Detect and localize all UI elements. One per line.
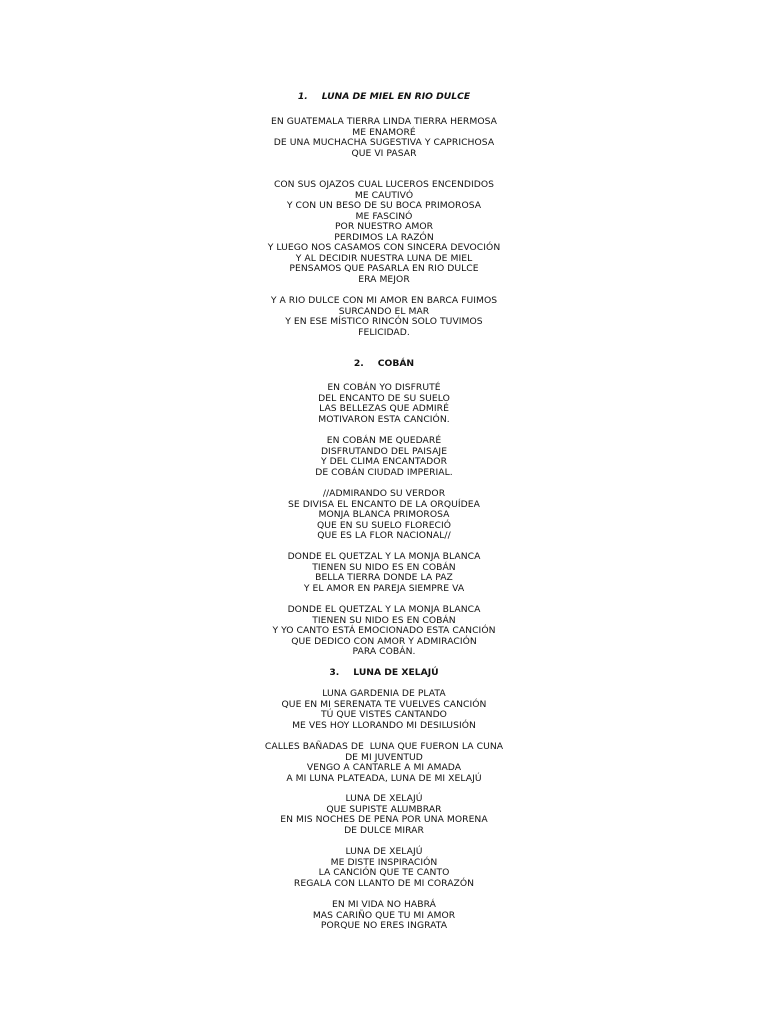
- lyric-line: ERA MEJOR: [358, 273, 410, 285]
- lyric-line: MOTIVARON ESTA CANCIÓN.: [318, 413, 450, 425]
- song-number: 1.: [297, 91, 308, 102]
- lyric-line: //ADMIRANDO SU VERDOR: [322, 488, 446, 499]
- lyric-line: EN MI VIDA NO HABRÁ: [331, 899, 437, 910]
- lyric-line: FELICIDAD.: [358, 326, 410, 338]
- lyric-line: PERDIMOS LA RAZÓN: [334, 231, 434, 243]
- lyric-line: SURCANDO EL MAR: [338, 305, 430, 317]
- lyric-line: MAS CARIÑO QUE TU MI AMOR: [312, 909, 456, 921]
- lyric-line: DONDE EL QUETZAL Y LA MONJA BLANCA: [287, 551, 481, 562]
- lyric-line: DISFRUTANDO DEL PAISAJE: [320, 445, 448, 457]
- lyric-line: ME VES HOY LLORANDO MI DESILUSIÓN: [292, 719, 476, 731]
- song-1-heading: [0, 91, 768, 102]
- lyric-line: Y LUEGO NOS CASAMOS CON SINCERA DEVOCIÓN: [267, 242, 501, 253]
- song-1-stanza-3: [0, 296, 768, 338]
- song-3-heading: [0, 667, 768, 678]
- lyric-line: PORQUE NO ERES INGRATA: [320, 920, 448, 931]
- song-title-text: LUNA DE MIEL EN RIO DULCE: [321, 91, 471, 102]
- lyric-line: Y DEL CLIMA ENCANTADOR: [320, 456, 448, 467]
- lyric-line: QUE ES LA FLOR NACIONAL//: [317, 530, 451, 541]
- song-1-stanza-1: [0, 117, 768, 159]
- song-number: 3.: [329, 667, 340, 678]
- lyric-line: DE DULCE MIRAR: [344, 824, 424, 836]
- lyric-line: PARA COBÁN.: [352, 646, 416, 657]
- lyric-line: BELLA TIERRA DONDE LA PAZ: [315, 572, 453, 583]
- lyric-line: ME CAUTIVÓ: [354, 189, 414, 201]
- lyric-line: LUNA DE XELAJÚ: [345, 846, 423, 857]
- song-3-stanza-4: [0, 847, 768, 889]
- song-number: 2.: [353, 358, 364, 369]
- song-title: [0, 667, 768, 678]
- lyric-line: QUE EN SU SUELO FLORECIÓ: [316, 519, 452, 531]
- song-title: [0, 358, 768, 369]
- lyric-line: QUE EN MI SERENATA TE VUELVES CANCIÓN: [281, 698, 487, 710]
- lyric-line: QUE DEDICO CON AMOR Y ADMIRACIÓN: [291, 635, 477, 647]
- song-2-heading: [0, 358, 768, 369]
- song-3-stanza-5: [0, 900, 768, 932]
- song-title-text: COBÁN: [377, 358, 415, 369]
- song-1-stanza-2: [0, 180, 768, 285]
- lyric-line: QUE SUPISTE ALUMBRAR: [326, 803, 442, 815]
- lyric-line: EN COBÁN YO DISFRUTÉ: [327, 382, 441, 393]
- song-title: [0, 91, 768, 102]
- lyric-line: QUE VI PASAR: [351, 147, 417, 159]
- lyric-line: POR NUESTRO AMOR: [334, 221, 434, 232]
- lyric-line: TIENEN SU NIDO ES EN COBÁN: [312, 614, 456, 626]
- lyric-line: Y EL AMOR EN PAREJA SIEMPRE VA: [303, 582, 465, 594]
- song-2-stanza-1: [0, 383, 768, 425]
- lyric-line: Y YO CANTO ESTÁ EMOCIONADO ESTA CANCIÓN: [272, 625, 496, 636]
- lyric-line: LA CANCIÓN QUE TE CANTO: [318, 867, 450, 878]
- song-3-stanza-1: [0, 689, 768, 731]
- song-2-stanza-2: [0, 436, 768, 478]
- lyric-line: CALLES BAÑADAS DE LUNA QUE FUERON LA CUNA: [264, 741, 504, 752]
- lyric-line: LAS BELLEZAS QUE ADMIRÉ: [319, 403, 449, 414]
- lyric-line: REGALA CON LLANTO DE MI CORAZÓN: [293, 877, 475, 889]
- lyric-line: TÚ QUE VISTES CANTANDO: [321, 709, 447, 720]
- lyric-line: ME DISTE INSPIRACIÓN: [330, 856, 438, 868]
- lyric-line: Y CON UN BESO DE SU BOCA PRIMOROSA: [286, 200, 482, 211]
- lyric-line: EN COBÁN ME QUEDARÉ: [326, 435, 442, 446]
- lyric-line: PENSAMOS QUE PASARLA EN RIO DULCE: [289, 263, 479, 274]
- song-2-stanza-3: [0, 489, 768, 542]
- lyric-line: DE MI JUVENTUD: [345, 751, 423, 763]
- lyric-line: ME ENAMORÉ: [352, 126, 416, 138]
- lyric-line: LUNA GARDENIA DE PLATA: [322, 688, 446, 699]
- lyric-line: A MI LUNA PLATEADA, LUNA DE MI XELAJÚ: [286, 772, 482, 784]
- lyric-line: EN MIS NOCHES DE PENA POR UNA MORENA: [280, 814, 488, 825]
- lyric-line: CON SUS OJAZOS CUAL LUCEROS ENCENDIDOS: [273, 179, 495, 190]
- lyric-line: DE UNA MUCHACHA SUGESTIVA Y CAPRICHOSA: [273, 137, 495, 148]
- lyric-line: LUNA DE XELAJÚ: [345, 793, 423, 804]
- lyric-line: SE DIVISA EL ENCANTO DE LA ORQUÍDEA: [288, 498, 480, 510]
- song-3-stanza-2: [0, 742, 768, 784]
- lyric-line: Y A RIO DULCE CON MI AMOR EN BARCA FUIMOS: [270, 295, 498, 306]
- lyric-line: DE COBÁN CIUDAD IMPERIAL.: [315, 466, 453, 478]
- lyric-line: VENGO A CANTARLE A MI AMADA: [306, 762, 462, 773]
- song-2-stanza-4: [0, 552, 768, 594]
- song-2-stanza-5: [0, 605, 768, 658]
- song-title-text: LUNA DE XELAJÚ: [353, 667, 439, 678]
- lyric-line: Y EN ESE MÍSTICO RINCÓN SOLO TUVIMOS: [285, 316, 483, 327]
- lyric-line: EN GUATEMALA TIERRA LINDA TIERRA HERMOSA: [271, 116, 497, 127]
- lyric-line: DONDE EL QUETZAL Y LA MONJA BLANCA: [287, 604, 481, 615]
- lyric-line: ME FASCINÓ: [355, 210, 413, 222]
- song-3-stanza-3: [0, 794, 768, 836]
- lyric-line: Y AL DECIDIR NUESTRA LUNA DE MIEL: [295, 252, 473, 264]
- lyric-line: MONJA BLANCA PRIMOROSA: [318, 509, 450, 520]
- lyric-line: TIENEN SU NIDO ES EN COBÁN: [312, 561, 456, 573]
- lyric-line: DEL ENCANTO DE SU SUELO: [318, 392, 450, 404]
